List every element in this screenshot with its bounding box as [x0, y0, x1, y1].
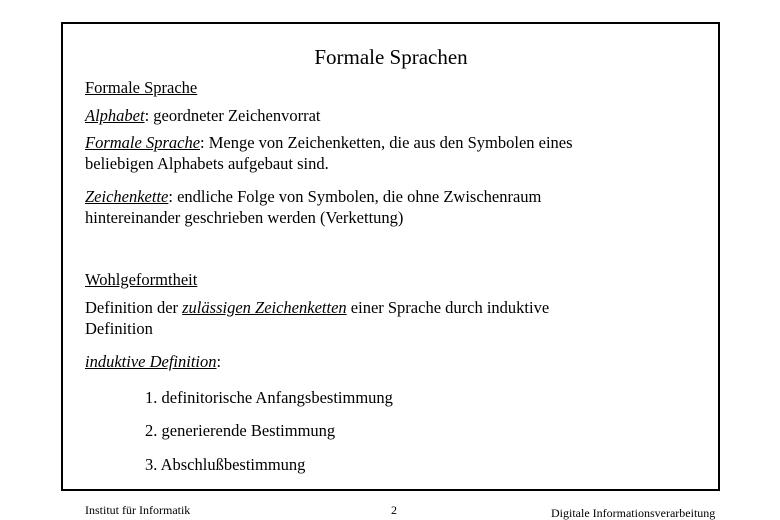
- footer-page-number: 2: [391, 503, 397, 517]
- wohlgeformtheit-definition-line1: [85, 298, 549, 318]
- alphabet-term: Alphabet: [85, 106, 145, 125]
- induktive-definition-term: induktive Definition: [85, 352, 217, 371]
- section-heading-wohlgeformtheit: Wohlgeformtheit: [85, 270, 198, 289]
- formale-sprache-term: Formale Sprache: [85, 133, 201, 152]
- alphabet-definition: [85, 106, 321, 126]
- step-item: 3. Abschlußbestimmung: [145, 455, 306, 474]
- wohlgeformtheit-definition-line2: Definition: [85, 319, 153, 338]
- section-heading-formale-sprache: Formale Sprache: [85, 78, 198, 97]
- induktive-definition-colon: :: [216, 352, 222, 371]
- formale-sprache-definition-line1: [85, 133, 573, 153]
- zeichenkette-definition-line2: hintereinander geschrieben werden (Verkettung): [85, 208, 404, 227]
- slide-title: Formale Sprachen: [314, 45, 468, 69]
- zeichenkette-text: : endliche Folge von Symbolen, die ohne Zwischenraum: [168, 187, 542, 206]
- zulaessige-zeichenketten-term: zulässigen Zeichenketten: [182, 298, 347, 317]
- definition-suffix: einer Sprache durch induktive: [346, 298, 550, 317]
- formale-sprache-text: : Menge von Zeichenketten, die aus den Symbolen eines: [200, 133, 573, 152]
- formale-sprache-definition-line2: beliebigen Alphabets aufgebaut sind.: [85, 154, 329, 173]
- step-item: 1. definitorische Anfangsbestimmung: [145, 388, 393, 407]
- definition-prefix: Definition der: [85, 298, 183, 317]
- footer-institute: Institut für Informatik: [85, 503, 191, 517]
- zeichenkette-term: Zeichenkette: [85, 187, 169, 206]
- footer-course: Digitale Informationsverarbeitung: [551, 506, 716, 520]
- step-item: 2. generierende Bestimmung: [145, 421, 336, 440]
- alphabet-text: : geordneter Zeichenvorrat: [144, 106, 321, 125]
- induktive-definition-label: [85, 352, 221, 372]
- zeichenkette-definition-line1: [85, 187, 541, 207]
